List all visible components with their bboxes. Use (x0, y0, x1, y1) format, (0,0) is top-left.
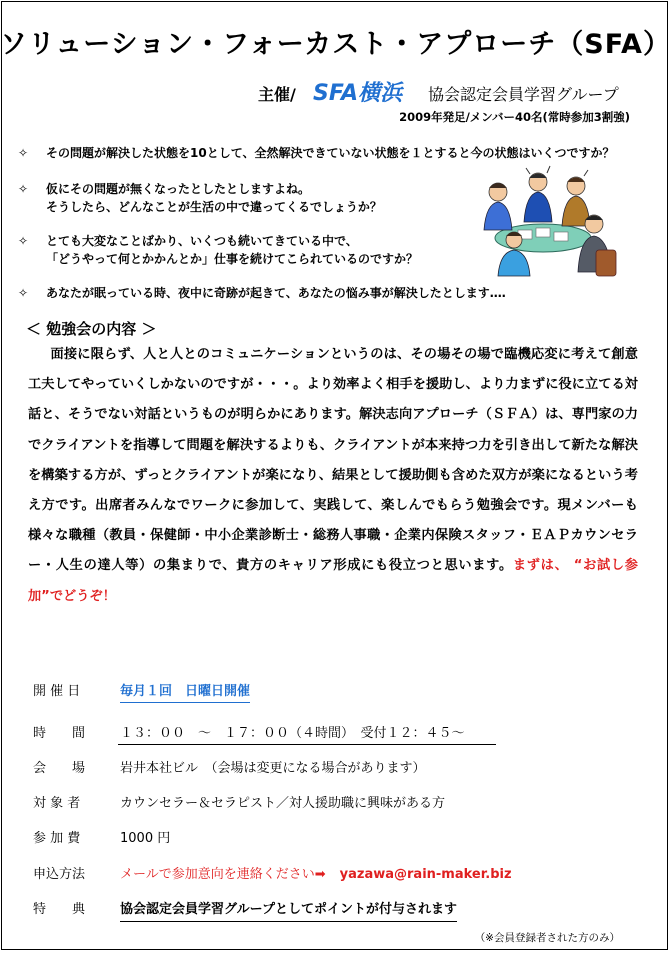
section-heading: ＜ 勉強会の内容 ＞ (26, 320, 157, 338)
organizer-prefix: 主催/ (258, 85, 296, 104)
question-text: 「どうやって何とかかんとか」仕事を続けてこられているのですか？ (46, 252, 419, 266)
apply-label: 申込方法 (33, 867, 86, 882)
audience-label: 対 象 者 (33, 796, 81, 811)
sparkle-bullet-icon: ✧ (18, 182, 29, 196)
organizer-suffix: 協会認定会員学習グループ (428, 85, 619, 104)
section-body (28, 340, 638, 612)
venue-value: 岩井本社ビル （会場は変更になる場合があります） (120, 761, 426, 776)
call-to-action: まずは、 “お試し参加”でどうぞ！ (28, 558, 638, 604)
fee-label: 参 加 費 (33, 831, 81, 846)
venue-label: 会 場 (33, 761, 86, 776)
apply-text: メールで参加意向を連絡ください➡ (120, 867, 326, 882)
organizer-detail: 2009年発足/メンバー40名(常時参加3割強) (399, 110, 630, 124)
question-item (18, 284, 506, 302)
time-label: 時 間 (33, 726, 86, 741)
question-text: 仮にその問題が無くなったとしたとしますよね。 (46, 182, 311, 196)
sparkle-bullet-icon: ✧ (18, 286, 29, 300)
sparkle-bullet-icon: ✧ (18, 146, 29, 160)
benefit-value (120, 898, 457, 917)
question-text: とても大変なことばかり、いくつも続いてきている中で、 (46, 234, 358, 248)
footnote: （※会員登録者された方のみ） (474, 932, 620, 944)
meeting-people-illustration (468, 160, 618, 278)
section-body-text: 面接に限らず、人と人とのコミュニケーションというのは、その場その場で臨機応変に考えて創意工夫してやっていくしかないのですが・・・。より効率よく相手を援助し、より力まずに役に立てる対話と、そうでない対話というものが明らかにあります。解決志向アプローチ（ＳＦＡ）は、専門家の力でクライアントを指導して問題を解決するよりも、クライアントが本来持つ力を引き出して新たな解決を構築する方が、ずっとクライアントが楽になり、結果として援助側も含めた双方が楽になるという考え方です。出席者みんなでワークに参加して、実践して、楽しんでもらう勉強会です。現メンバーも様々な職種（教員・保健師・中小企業診断士・総務人事職・企業内保険スタッフ・ＥＡＰカウンセラー・人生の達人等）の集まりで、貴方のキャリア形成にも役立つと思います。 (28, 347, 638, 574)
question-text: あなたが眠っている時、夜中に奇跡が起きて、あなたの悩み事が解決したとします‥‥ (46, 286, 506, 300)
audience-value: カウンセラー＆セラピスト／対人援助職に興味がある方 (120, 796, 446, 811)
sparkle-bullet-icon: ✧ (18, 234, 29, 248)
benefit-text: 協会認定会員学習グループとしてポイントが付与されます (120, 902, 457, 922)
question-item (18, 180, 382, 216)
schedule-value (120, 680, 250, 699)
fee-value: 1000 円 (120, 831, 171, 846)
question-text: その問題が解決した状態を10として、全然解決できていない状態を１とすると今の状態はいくつですか？ (46, 146, 615, 160)
organizer-name: SFA横浜 (313, 81, 403, 106)
apply-value (120, 863, 512, 882)
question-text: そうしたら、どんなことが生活の中で違ってくるでしょうか？ (46, 200, 382, 214)
page-title: ソリューション・フォーカスト・アプローチ（SFA） (0, 29, 671, 60)
email-link[interactable]: yazawa@rain-maker.biz (339, 867, 512, 882)
schedule-text: 毎月１回 日曜日開催 (120, 684, 250, 703)
schedule-label: 開 催 日 (33, 684, 81, 699)
divider (118, 744, 496, 745)
benefit-label: 特 典 (33, 902, 86, 917)
time-value: １３：００ ～ １７：００（４時間） 受付１２：４５～ (120, 726, 465, 741)
question-item (18, 232, 418, 268)
